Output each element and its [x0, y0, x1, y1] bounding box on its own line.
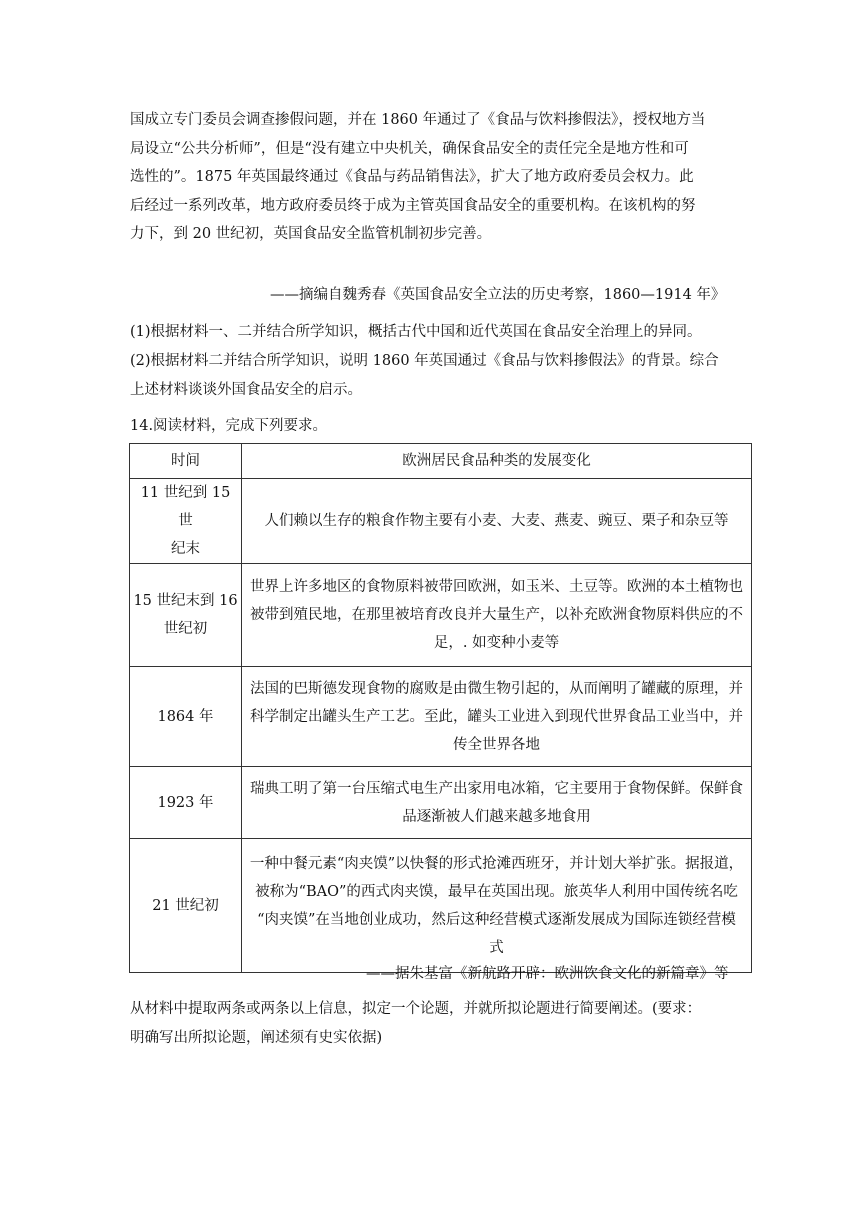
- text-line: 一种中餐元素“肉夹馍”以快餐的形式抢滩西班牙，并计划大举扩张。据报道，: [249, 855, 744, 872]
- row-time-cell: [130, 767, 242, 839]
- row-text-cell: [242, 479, 752, 564]
- row-time-cell: [130, 564, 242, 667]
- passage-line: 选性的”。1875 年英国最终通过《食品与药品销售法》，扩大了地方政府委员会权力。此: [130, 169, 694, 185]
- text-line: 世界上许多地区的食物原料被带回欧洲，如玉米、土豆等。欧洲的本土植物也: [250, 579, 743, 595]
- table-row: [130, 839, 752, 973]
- header-time: 时间: [130, 444, 242, 479]
- row-text-cell: [242, 564, 752, 667]
- row-time-cell: [130, 479, 242, 564]
- table-header-row: [130, 444, 752, 479]
- question-14-title: 14.阅读材料，完成下列要求。: [130, 418, 328, 434]
- table-row: [130, 667, 752, 767]
- table-row: [130, 767, 752, 839]
- time-line: 1864 年: [157, 708, 214, 725]
- row-time-cell: [130, 839, 242, 973]
- text-line: 科学制定出罐头生产工艺。至此，罐头工业进入到现代世界食品工业当中，并: [250, 708, 743, 725]
- passage-line: 国成立专门委员会调查掺假问题，并在 1860 年通过了《食品与饮料掺假法》，授权地方当: [130, 112, 706, 128]
- passage-text: [130, 106, 730, 249]
- header-change: 欧洲居民食品种类的发展变化: [242, 444, 752, 479]
- food-history-table: [129, 443, 752, 973]
- table-source: ——据朱基富《新航路开辟：欧洲饮食文化的新篇章》等: [366, 966, 729, 982]
- text-line: 人们赖以生存的粮食作物主要有小麦、大麦、燕麦、豌豆、栗子和杂豆等: [264, 513, 729, 529]
- task-line-2: 明确写出所拟论题，阐述须有史实依据): [130, 1030, 383, 1046]
- time-line: 1923 年: [157, 794, 214, 811]
- text-line: 品逐渐被人们越来越多地食用: [402, 808, 591, 825]
- question-1: (1)根据材料一、二并结合所学知识，概括古代中国和近代英国在食品安全治理上的异同。: [130, 324, 702, 340]
- text-line: 被带到殖民地，在那里被培育改良并大量生产，以补充欧洲食物原料供应的不: [250, 607, 743, 623]
- passage-source: ——摘编自魏秀春《英国食品安全立法的历史考察，1860—1914 年》: [270, 287, 726, 303]
- text-line: 瑞典工明了第一台压缩式电生产出家用电冰箱，它主要用于食物保鲜。保鲜食: [250, 780, 743, 797]
- table-row: [130, 479, 752, 564]
- text-line: 足，. 如变种小麦等: [433, 635, 560, 651]
- row-time-cell: [130, 667, 242, 767]
- passage-line: 局设立“公共分析师”，但是“没有建立中央机关，确保食品安全的责任完全是地方性和可: [130, 140, 689, 157]
- text-line: “肉夹馍”在当地创业成功，然后这种经营模式逐渐发展成为国际连锁经营模: [257, 911, 736, 928]
- passage-line: 后经过一系列改革，地方政府委员终于成为主管英国食品安全的重要机构。在该机构的努: [130, 197, 696, 214]
- text-line: 式: [489, 939, 504, 956]
- question-2-line-2: 上述材料谈谈外国食品安全的启示。: [130, 382, 362, 398]
- row-text-cell: [242, 667, 752, 767]
- text-line: 传全世界各地: [453, 736, 540, 753]
- task-line-1: 从材料中提取两条或两条以上信息，拟定一个论题，并就所拟论题进行简要阐述。(要求：: [130, 1001, 702, 1017]
- time-line: 纪末: [171, 541, 200, 557]
- time-line: 世纪初: [163, 621, 208, 637]
- text-line: 被称为“BAO”的西式肉夹馍，最早在英国出现。旅英华人利用中国传统名吃: [255, 883, 738, 900]
- time-line: 21 世纪初: [152, 897, 219, 914]
- time-line: 11 世纪到 15 世: [140, 485, 231, 529]
- passage-line: 力下，到 20 世纪初，英国食品安全监管机制初步完善。: [130, 226, 492, 242]
- table-row: [130, 564, 752, 667]
- row-text-cell: [242, 839, 752, 973]
- text-line: 法国的巴斯德发现食物的腐败是由微生物引起的，从而阐明了罐藏的原理，并: [250, 680, 743, 697]
- question-2-line-1: (2)根据材料二并结合所学知识，说明 1860 年英国通过《食品与饮料掺假法》的背景。综合: [130, 353, 719, 369]
- row-text-cell: [242, 767, 752, 839]
- time-line: 15 世纪末到 16: [133, 593, 238, 609]
